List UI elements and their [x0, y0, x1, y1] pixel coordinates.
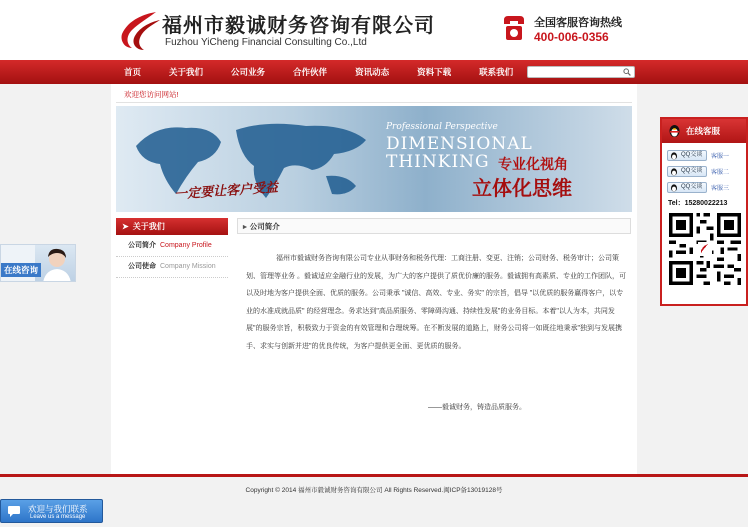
- banner-headline-1: DIMENSIONAL: [386, 134, 533, 154]
- hero-banner: [116, 106, 632, 212]
- online-service-title: 在线客服: [686, 126, 721, 136]
- online-service-header: [662, 119, 746, 143]
- company-name-cn: 福州市毅诚财务咨询有限公司: [162, 13, 435, 37]
- search-input[interactable]: [528, 68, 624, 78]
- sidebar-title-text: 关于我们: [132, 222, 165, 231]
- nav-contact[interactable]: 联系我们: [479, 67, 514, 77]
- search-box: [527, 66, 635, 78]
- profile-signature: ——毅诚财务，铸造品质服务。: [428, 404, 526, 411]
- qq-chat-label: QQ交谈: [681, 183, 703, 190]
- welcome-text: 欢迎您访问网站!: [124, 90, 179, 99]
- content-heading: 公司简介: [249, 222, 280, 231]
- nav-business[interactable]: 公司业务: [231, 67, 266, 77]
- main-nav: [0, 60, 748, 84]
- banner-tagline-small: Professional Perspective: [386, 122, 498, 132]
- service-phone: Tel：15280022213: [668, 200, 728, 207]
- agent-name[interactable]: 客服二: [711, 169, 730, 176]
- banner-headline-2: THINKING: [386, 152, 490, 172]
- site-header: [0, 0, 748, 60]
- online-service-panel: [660, 117, 748, 306]
- nav-downloads[interactable]: 资料下载: [417, 67, 452, 77]
- logo-small-icon: ➤: [122, 222, 129, 231]
- sidebar-item-label: 公司简介: [128, 242, 156, 249]
- qq-penguin-icon: [668, 124, 681, 138]
- footer-copyright: Copyright © 2014 福州市毅诚财务咨询有限公司 All Rights Reserved.闽ICP备13019128号: [245, 487, 503, 494]
- online-consult-tab[interactable]: [0, 244, 76, 282]
- qr-code-icon: [669, 213, 741, 285]
- qq-chat-label: QQ交谈: [681, 151, 703, 158]
- online-consult-label: 在线咨询: [1, 263, 41, 277]
- company-name-en: Fuzhou YiCheng Financial Consulting Co.,Ltd: [165, 37, 367, 48]
- phone-icon: [500, 14, 528, 44]
- hotline-number: 400-006-0356: [534, 30, 609, 44]
- content-heading-bar: [237, 218, 631, 234]
- banner-slogan: 一定要让客户受益: [173, 179, 279, 202]
- banner-cn-line-2: 立体化思维: [472, 178, 572, 200]
- qq-row-3: [667, 181, 729, 193]
- qq-chat-button[interactable]: [667, 150, 707, 161]
- sidebar-title: [116, 218, 228, 235]
- search-icon[interactable]: [623, 68, 631, 76]
- qq-chat-button[interactable]: [667, 166, 707, 177]
- agent-name[interactable]: 客服一: [711, 153, 730, 160]
- qq-row-1: [667, 149, 729, 161]
- sidebar-item-label: 公司使命: [128, 263, 156, 270]
- chat-bubble-icon: [7, 504, 21, 518]
- qq-penguin-icon: [670, 184, 678, 192]
- leave-message-title: 欢迎与我们联系: [28, 504, 88, 514]
- sidebar-item-mission[interactable]: [116, 257, 228, 278]
- welcome-bar: [116, 88, 632, 103]
- footer-divider: [0, 474, 748, 477]
- nav-about[interactable]: 关于我们: [169, 67, 204, 77]
- hotline-label: 全国客服咨询热线: [534, 17, 622, 29]
- sidebar-item-profile[interactable]: [116, 236, 228, 257]
- qq-chat-button[interactable]: [667, 182, 707, 193]
- nav-partners[interactable]: 合作伙伴: [293, 67, 328, 77]
- qq-penguin-icon: [670, 152, 678, 160]
- leave-message-subtitle: Leave us a message: [30, 514, 86, 520]
- nav-news[interactable]: 资讯动态: [355, 67, 390, 77]
- company-profile-text: 福州市毅诚财务咨询有限公司专业从事财务和税务代理：工商注册、变更、注销；公司财务、税务审计；公司策划、管理等业务 。毅诚适应金融行业的发展，为广大的客户提供了质优价廉的服务。毅诚拥有高素质、专业的工作团队，可以及时地为客户提供全面、优质的服务。公司秉承 "诚信、高效、专业、务实" 的宗旨，倡导 "以优质的服务赢得客户，以专业的水准成就品质" 的经营理念。务求达到"高品质服务、零障碍沟通、持续性发展"的业务目标。本着"以人为本，共同发展"的服务宗旨，积极致力于资金的有效管理和合理统筹。在不断发展的道路上，财务公司将一如既往地秉承"独到与发展携手、求实与创新并进"的优良传统，为客户提供更全面、更优质的服务。: [246, 255, 626, 350]
- nav-home[interactable]: 首页: [124, 67, 142, 77]
- leave-message-button[interactable]: [0, 499, 103, 523]
- sidebar-item-sublabel: Company Mission: [160, 263, 216, 270]
- banner-cn-line-1: 专业化视角: [498, 156, 568, 172]
- qq-penguin-icon: [670, 168, 678, 176]
- qq-row-2: [667, 165, 729, 177]
- qq-chat-label: QQ交谈: [681, 167, 703, 174]
- arrow-right-icon: ▸: [243, 222, 247, 231]
- agent-name[interactable]: 客服三: [711, 185, 730, 192]
- company-logo[interactable]: [116, 6, 162, 52]
- sidebar-item-sublabel: Company Profile: [160, 242, 212, 249]
